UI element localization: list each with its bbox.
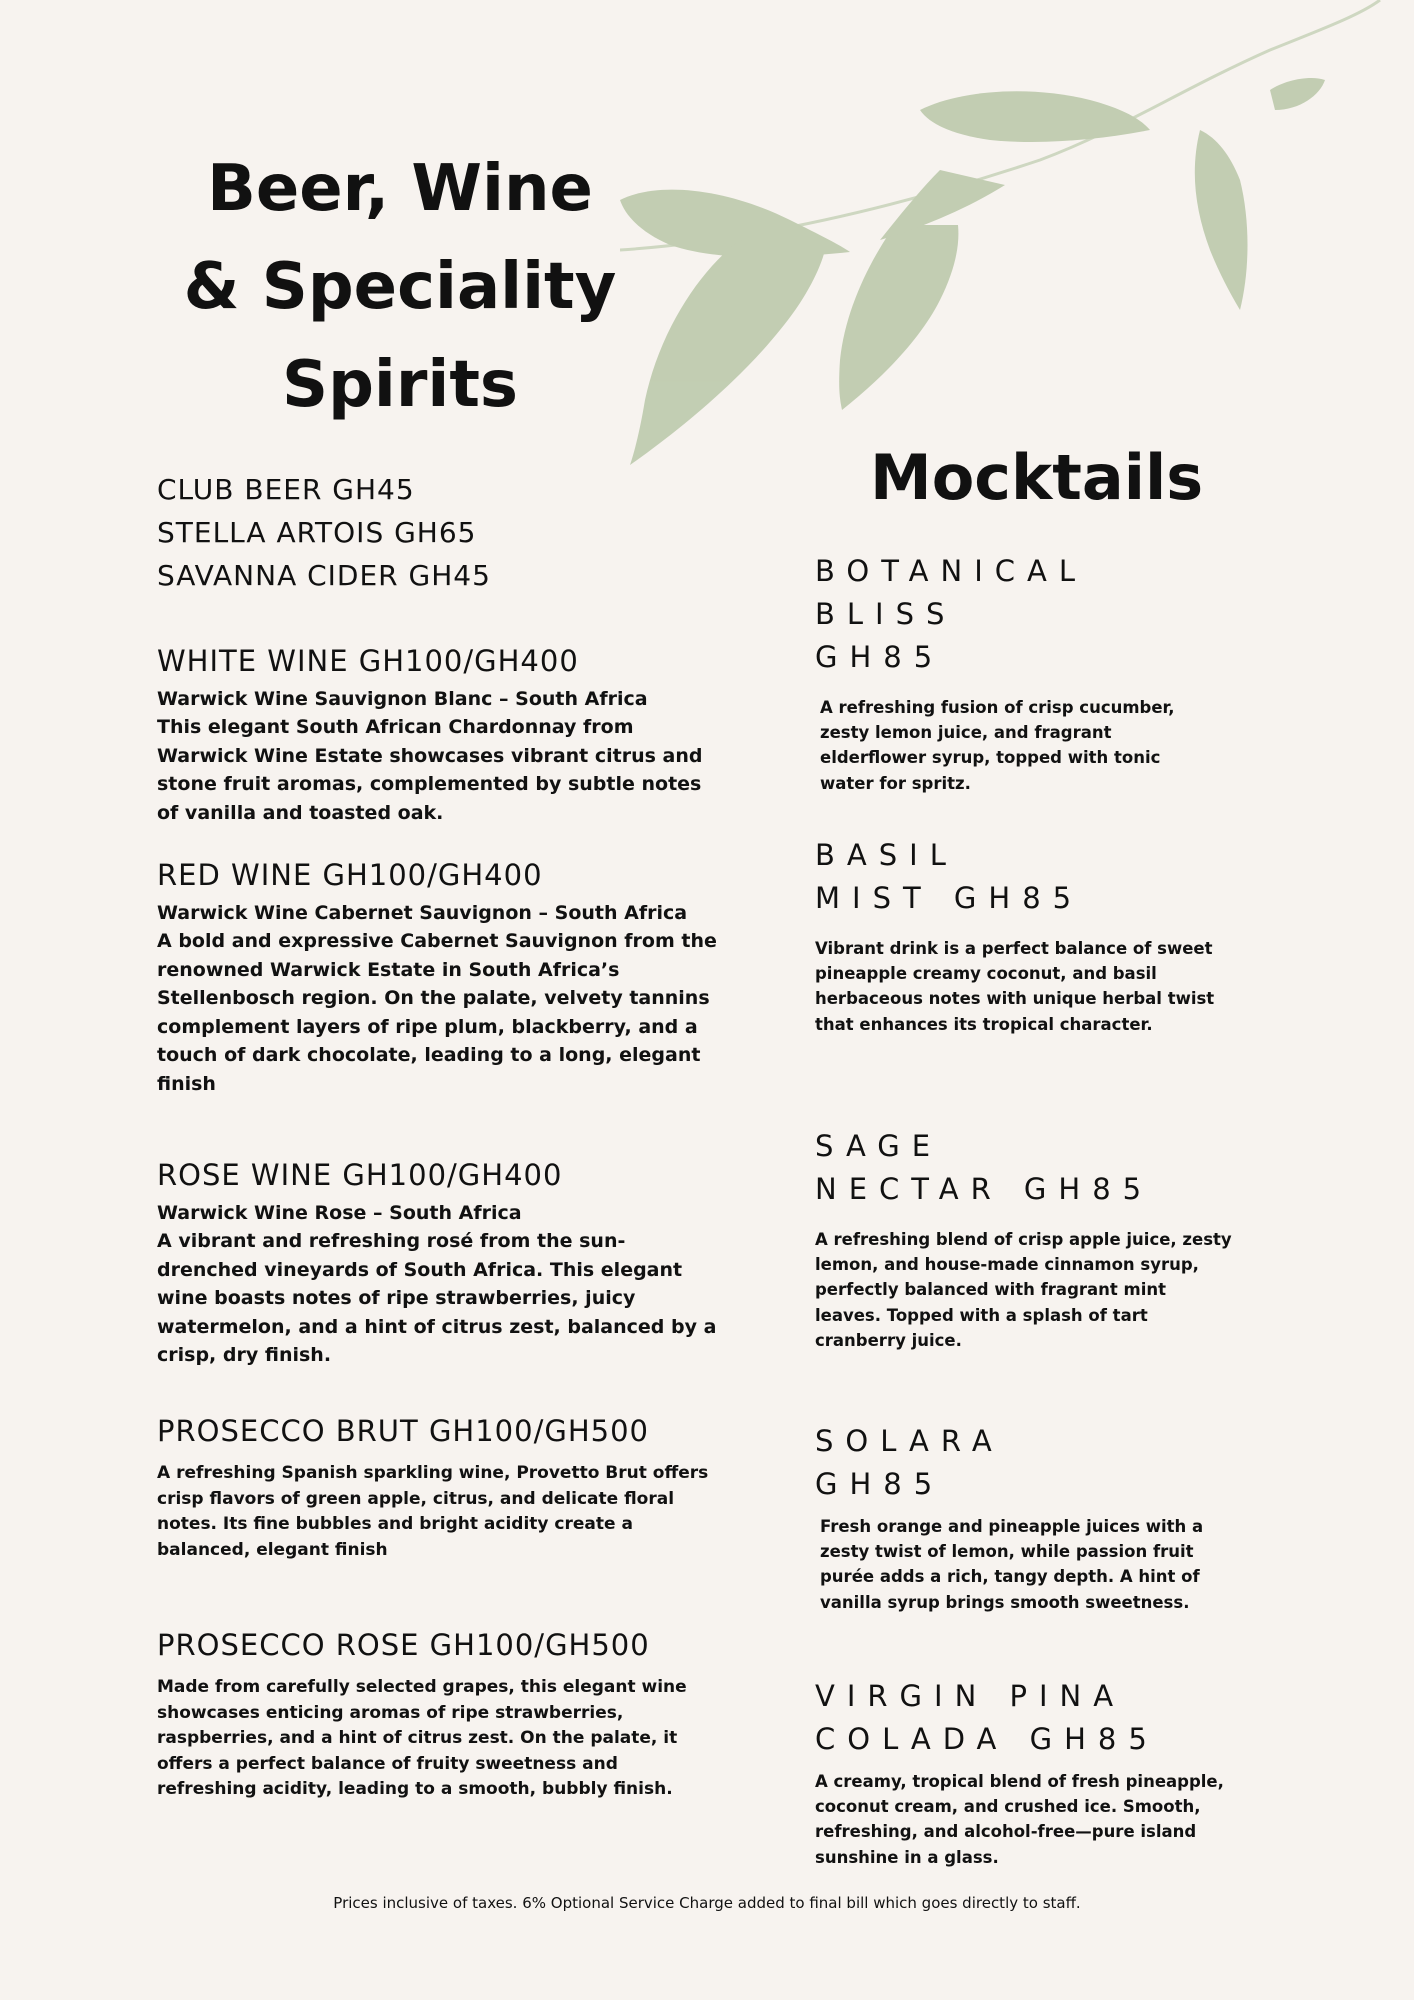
wine-item-prosecco-rose bbox=[157, 1627, 717, 1803]
leaf bbox=[839, 225, 958, 410]
wine-item-prosecco-brut bbox=[157, 1413, 717, 1563]
page-title bbox=[140, 140, 660, 434]
wine-description: This elegant South African Chardonnay from Warwick Wine Estate showcases vibrant citrus and stone fruit aromas, complemented by subtle notes of vanilla and toasted oak. bbox=[157, 716, 703, 824]
wine-item-rose bbox=[157, 1157, 717, 1370]
mocktail-name: VIRGIN PINA COLADA GH85 bbox=[815, 1679, 1159, 1756]
wine-heading: ROSE WINE GH100/GH400 bbox=[157, 1158, 563, 1192]
title-line: Beer, Wine bbox=[207, 152, 593, 226]
mocktails-title: Mocktails bbox=[870, 441, 1204, 514]
wine-heading: RED WINE GH100/GH400 bbox=[157, 858, 543, 892]
leaf-branch-decoration bbox=[620, 0, 1414, 480]
beer-list bbox=[157, 468, 491, 597]
wine-description: A bold and expressive Cabernet Sauvignon from the renowned Warwick Estate in South Africa’s Stellenbosch region. On the palate, velvety tannins complement layers of ripe plum, blackberry, and a touch of dark chocolate, leading to a long, elegant finish bbox=[157, 930, 717, 1095]
mocktail-description: Vibrant drink is a perfect balance of sweet pineapple creamy coconut, and basil herbaceous notes with unique herbal twist that enhances its tropical character. bbox=[815, 939, 1215, 1034]
wine-heading: PROSECCO ROSE GH100/GH500 bbox=[157, 1628, 650, 1662]
leaf bbox=[1270, 78, 1325, 110]
beer-item: CLUB BEER GH45 bbox=[157, 473, 415, 506]
mocktail-item-basil-mist bbox=[815, 834, 1235, 1037]
title-line: Spirits bbox=[281, 348, 519, 422]
wine-subtitle: Warwick Wine Cabernet Sauvignon – South Africa bbox=[157, 902, 688, 924]
wine-description: A refreshing Spanish sparkling wine, Provetto Brut offers crisp flavors of green apple, citrus, and delicate floral notes. Its fine bubbles and bright acidity create a balanced, elegant finish bbox=[157, 1463, 709, 1560]
leaf bbox=[920, 91, 1150, 142]
wine-item-red bbox=[157, 857, 717, 1098]
mocktail-name: BOTANICAL BLISS GH85 bbox=[815, 554, 1088, 674]
wine-heading: PROSECCO BRUT GH100/GH500 bbox=[157, 1414, 649, 1448]
leaf bbox=[1195, 130, 1248, 310]
wine-heading: WHITE WINE GH100/GH400 bbox=[157, 644, 579, 678]
wine-description: Made from carefully selected grapes, this elegant wine showcases enticing aromas of ripe strawberries, raspberries, and a hint of citrus zest. On the palate, it offers a perfect balance of fruity sweetness and refreshing acidity, leading to a smooth, bubbly finish. bbox=[157, 1677, 687, 1799]
mocktail-description: Fresh orange and pineapple juices with a zesty twist of lemon, while passion fruit purée adds a rich, tangy depth. A hint of vanilla syrup brings smooth sweetness. bbox=[820, 1517, 1204, 1612]
beer-item: SAVANNA CIDER GH45 bbox=[157, 559, 491, 592]
mocktail-name: SOLARA GH85 bbox=[815, 1424, 1004, 1501]
mocktail-item-virgin-pina-colada bbox=[815, 1675, 1235, 1870]
mocktail-item-solara bbox=[815, 1420, 1235, 1615]
wine-item-white bbox=[157, 643, 717, 827]
wine-subtitle: Warwick Wine Sauvignon Blanc – South Africa bbox=[157, 688, 648, 710]
mocktail-item-botanical-bliss bbox=[815, 550, 1235, 796]
wine-description: A vibrant and refreshing rosé from the sun-drenched vineyards of South Africa. This elegant wine boasts notes of ripe strawberries, juicy watermelon, and a hint of citrus zest, balanced by a crisp, dry finish. bbox=[157, 1230, 717, 1366]
mocktail-name: SAGE NECTAR GH85 bbox=[815, 1129, 1154, 1206]
mocktail-description: A refreshing blend of crisp apple juice, zesty lemon, and house-made cinnamon syrup, perfectly balanced with fragrant mint leaves. Topped with a splash of tart cranberry juice. bbox=[815, 1230, 1232, 1350]
mocktail-description: A refreshing fusion of crisp cucumber, zesty lemon juice, and fragrant elderflower syrup, topped with tonic water for spritz. bbox=[820, 698, 1175, 793]
beer-item: STELLA ARTOIS GH65 bbox=[157, 516, 477, 549]
mocktail-item-sage-nectar bbox=[815, 1125, 1235, 1353]
mocktail-name: BASIL MIST GH85 bbox=[815, 838, 1084, 915]
wine-subtitle: Warwick Wine Rose – South Africa bbox=[157, 1202, 522, 1224]
footer-note: Prices inclusive of taxes. 6% Optional Service Charge added to final bill which goes directly to staff. bbox=[333, 1894, 1081, 1912]
mocktail-description: A creamy, tropical blend of fresh pineapple, coconut cream, and crushed ice. Smooth, refreshing, and alcohol-free—pure island sunshine in a glass. bbox=[815, 1772, 1224, 1867]
title-line: & Speciality bbox=[183, 250, 617, 324]
